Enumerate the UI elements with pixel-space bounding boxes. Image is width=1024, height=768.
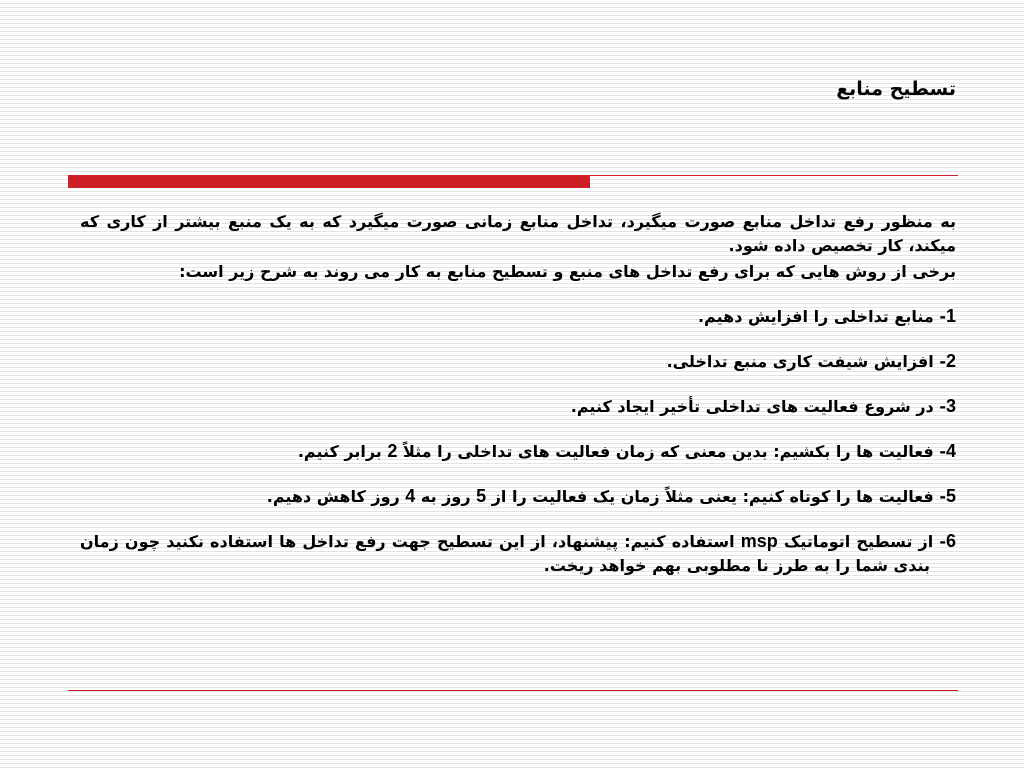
item-text: - از تسطیح اتوماتیک: [777, 532, 946, 551]
item-value: 2: [387, 441, 398, 461]
item-text-end: استفاده کنیم: پیشنهاد، از این تسطیح جهت رفع تداخل ها استفاده نکنید چون زمان بندی شما را به طرز نا مطلوبی بهم خواهد ریخت.: [80, 532, 930, 575]
item-text-end: روز کاهش دهیم.: [266, 487, 406, 506]
item-number: 6: [945, 531, 956, 551]
item-number: 3: [945, 396, 956, 416]
item-text: - در شروع فعالیت های تداخلی تأخیر ایجاد کنیم.: [570, 397, 946, 416]
item-text-end: برابر کنیم.: [297, 442, 388, 461]
item-text: - افزایش شیفت کاری منبع تداخلی.: [666, 352, 946, 371]
item-keyword: msp: [740, 531, 778, 551]
item-number: 2: [945, 351, 956, 371]
list-item: [80, 484, 956, 509]
item-text: - فعالیت ها را بکشیم: بدین معنی که زمان فعالیت های تداخلی را مثلاً: [397, 442, 946, 461]
item-value: 4: [405, 486, 416, 506]
methods-intro-paragraph: برخی از روش هایی که برای رفع تداخل های منبع و تسطیح منابع به کار می روند به شرح زیر است:: [179, 262, 956, 281]
slide-title: تسطیح منابع: [836, 78, 956, 100]
item-number: 4: [945, 441, 956, 461]
list-item: [80, 529, 956, 578]
intro-paragraph: به منظور رفع تداخل منابع صورت میگیرد، تداخل منابع زمانی صورت میگیرد که به یک منبع بیشتر از کاری که میکند، کار تخصیص داده شود.: [80, 212, 956, 255]
list-item: [80, 439, 956, 464]
item-text-mid: روز به: [415, 487, 477, 506]
item-value: 5: [476, 486, 487, 506]
item-text: - فعالیت ها را کوتاه کنیم: یعنی مثلاً زمان یک فعالیت را از: [486, 487, 946, 506]
item-number: 1: [945, 306, 956, 326]
list-item: [80, 394, 956, 419]
item-text: - منابع تداخلی را افزایش دهیم.: [697, 307, 946, 326]
slide-body: [80, 210, 956, 598]
item-number: 5: [945, 486, 956, 506]
title-divider: [68, 175, 958, 189]
title-divider-bar: [68, 175, 590, 188]
list-item: [80, 349, 956, 374]
list-item: [80, 304, 956, 329]
footer-divider: [68, 690, 958, 691]
title-divider-line: [590, 175, 958, 176]
